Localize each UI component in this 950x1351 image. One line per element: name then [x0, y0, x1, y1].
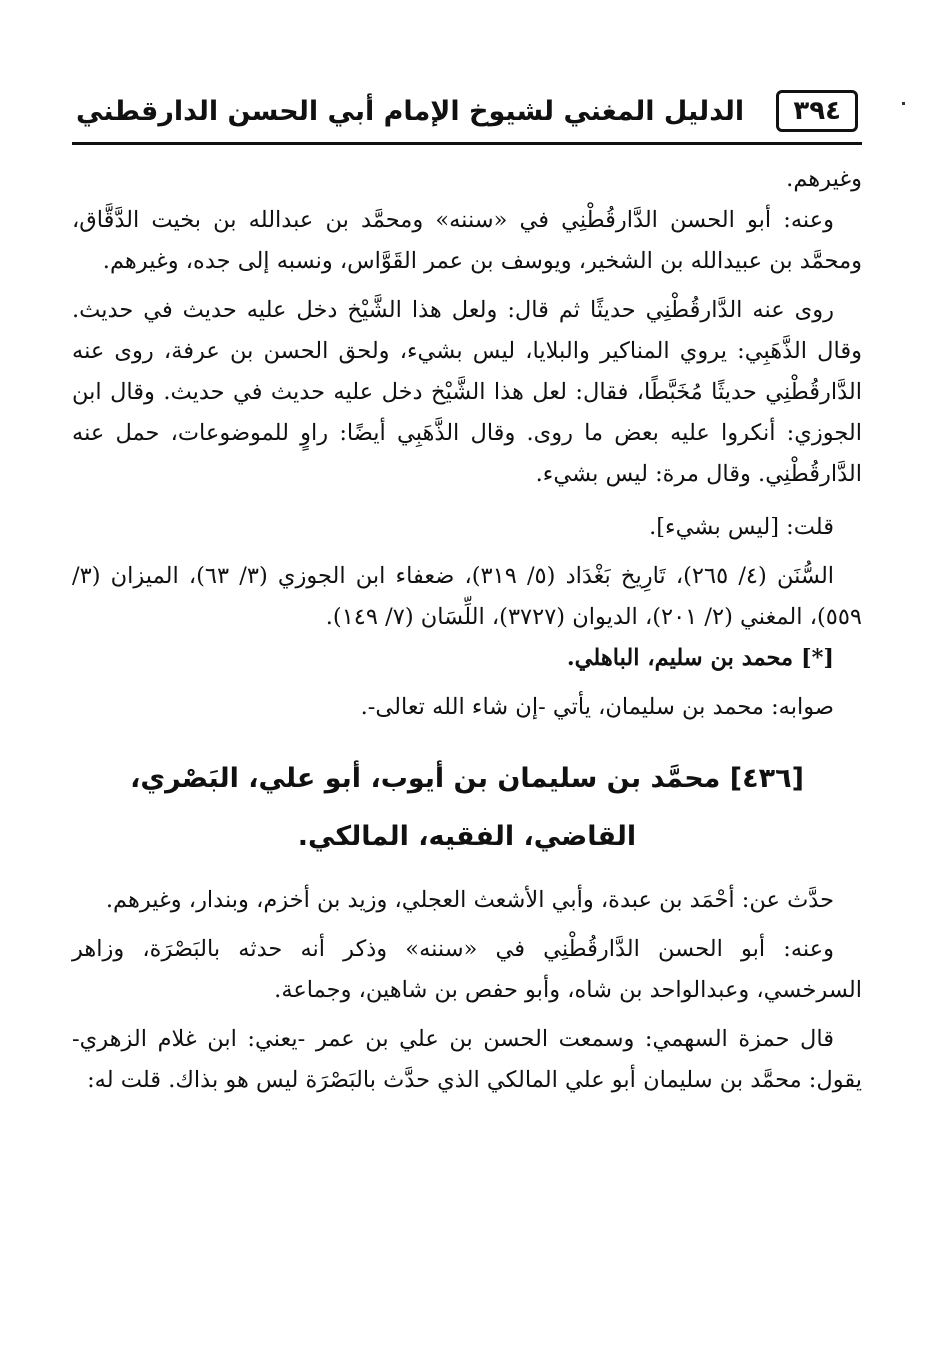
- paragraph-continuation: وغيرهم.: [786, 166, 862, 192]
- paragraph-quote: قال حمزة السهمي: وسمعت الحسن بن علي بن عمر -يعني: ابن غلام الزهري- يقول: محمَّد بن سليمان أبو علي المالكي الذي حدَّث بالبَصْرَة ليس هو بذاك. قلت له:: [72, 1026, 862, 1093]
- paragraph-verdict: قلت: [ليس بشيء].: [649, 514, 834, 540]
- page-content: [72, 145, 862, 1101]
- book-page: [72, 80, 862, 1101]
- paragraph-students: وعنه: أبو الحسن الدَّارقُطْنِي في «سننه» ومحمَّد بن عبدالله بن بخيت الدَّقَّاق، ومحمَّد بن عبيدالله بن الشخير، ويوسف بن عمر القَوَّاس، ونسبه إلى جده، وغيرهم.: [72, 207, 862, 274]
- paragraph-criticism: روى عنه الدَّارقُطْنِي حديثًا ثم قال: ولعل هذا الشَّيْخ دخل عليه حديث في حديث. وقال الذَّهَبِي: يروي المناكير والبلايا، ليس بشيء، ولحق الحسن بن عرفة، روى عنه الدَّارقُطْنِي حديثًا مُخَبَّطًا، فقال: لعل هذا الشَّيْخ دخل عليه حديث في حديث. وقال ابن الجوزي: أنكروا عليه بعض ما روى. وقال الذَّهَبِي أيضًا: راوٍ للموضوعات، حمل عنه الدَّارقُطْنِي. وقال مرة: ليس بشيء.: [72, 297, 862, 487]
- running-title: الدليل المغني لشيوخ الإمام أبي الحسن الدارقطني: [76, 95, 745, 127]
- page-header: [72, 80, 862, 145]
- paragraph-teachers: حدَّث عن: أحْمَد بن عبدة، وأبي الأشعث العجلي، وزيد بن أخزم، وبندار، وغيرهم.: [105, 887, 834, 913]
- paragraph-students-2: وعنه: أبو الحسن الدَّارقُطْنِي في «سننه» وذكر أنه حدثه بالبَصْرَة، وزاهر السرخسي، وعبدالواحد بن شاه، وأبو حفص بن شاهين، وجماعة.: [72, 936, 862, 1003]
- scan-dot: [902, 102, 905, 105]
- paragraph-references: السُّنَن (٤/ ٢٦٥)، تَارِيخ بَغْدَاد (٥/ ٣١٩)، ضعفاء ابن الجوزي (٣/ ٦٣)، الميزان (٣/ ٥٥٩)، المغني (٢/ ٢٠١)، الديوان (٣٧٢٧)، اللِّسَان (٧/ ١٤٩).: [72, 563, 862, 630]
- page-number: ٣٩٤: [776, 90, 858, 132]
- paragraph-correction: صوابه: محمد بن سليمان، يأتي -إن شاء الله تعالى-.: [360, 694, 834, 720]
- entry-heading: [٤٣٦] محمَّد بن سليمان بن أيوب، أبو علي، البَصْري، القاضي، الفقيه، المالكي.: [130, 763, 804, 852]
- paragraph-star-entry: [*] محمد بن سليم، الباهلي.: [566, 645, 834, 671]
